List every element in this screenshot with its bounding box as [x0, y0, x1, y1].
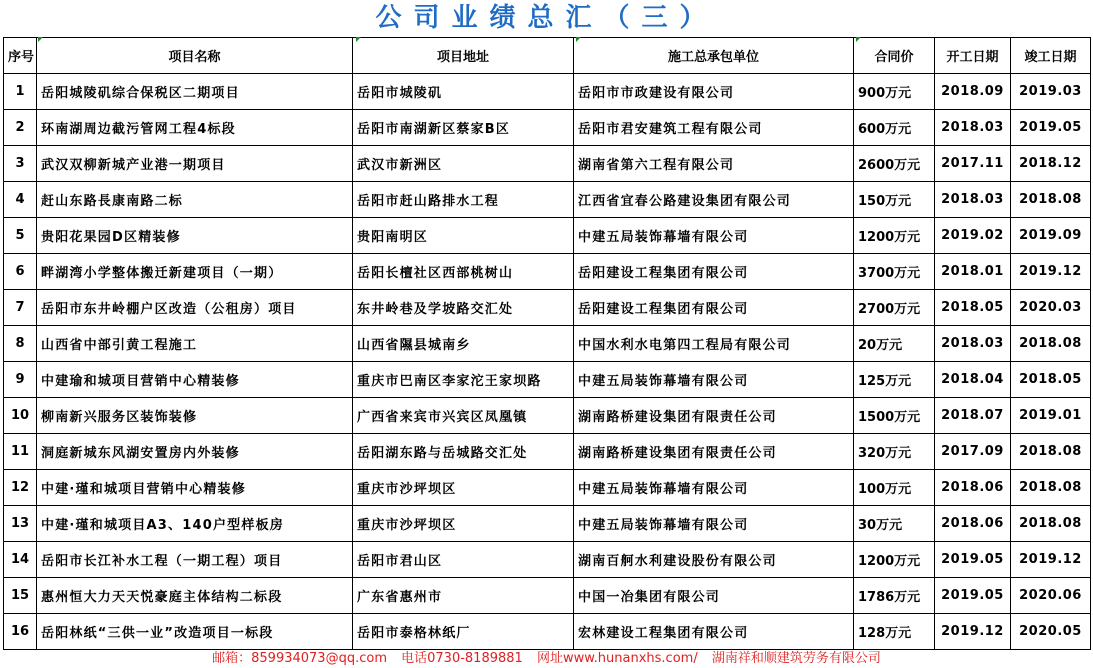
- cell-contractor: 中建五局装饰幕墙有限公司: [574, 506, 854, 542]
- cell-end-date: 2018.08: [1011, 182, 1091, 218]
- cell-end-date: 2020.05: [1011, 614, 1091, 650]
- cell-end-date: 2019.12: [1011, 254, 1091, 290]
- cell-project-name: 岳阳城陵矶综合保税区二期项目: [37, 74, 353, 110]
- cell-start-date: 2017.09: [935, 434, 1011, 470]
- cell-no: 13: [4, 506, 37, 542]
- cell-project-name: 岳阳市长江补水工程（一期工程）项目: [37, 542, 353, 578]
- cell-no: 15: [4, 578, 37, 614]
- cell-contractor: 湖南省第六工程有限公司: [574, 146, 854, 182]
- cell-project-name: 中建·瑾和城项目营销中心精装修: [37, 470, 353, 506]
- cell-project-name: 赶山东路長康南路二标: [37, 182, 353, 218]
- cell-no: 10: [4, 398, 37, 434]
- cell-start-date: 2018.03: [935, 326, 1011, 362]
- table-row: [4, 110, 1091, 146]
- cell-no: 3: [4, 146, 37, 182]
- footer-website: 网址www.hunanxhs.com/: [536, 651, 698, 666]
- cell-start-date: 2018.05: [935, 290, 1011, 326]
- cell-contract-price: 100万元: [854, 470, 935, 506]
- table-row: [4, 362, 1091, 398]
- header-project-address: 项目地址: [353, 38, 574, 74]
- cell-end-date: 2018.08: [1011, 506, 1091, 542]
- table-row: [4, 146, 1091, 182]
- cell-contractor: 岳阳建设工程集团有限公司: [574, 254, 854, 290]
- cell-project-address: 武汉市新洲区: [353, 146, 574, 182]
- header-contractor: 施工总承包单位: [574, 38, 854, 74]
- cell-end-date: 2020.06: [1011, 578, 1091, 614]
- cell-project-name: 武汉双柳新城产业港一期项目: [37, 146, 353, 182]
- cell-start-date: 2019.05: [935, 542, 1011, 578]
- cell-contractor: 中建五局装饰幕墙有限公司: [574, 218, 854, 254]
- cell-project-address: 广西省来宾市兴宾区凤凰镇: [353, 398, 574, 434]
- cell-start-date: 2019.05: [935, 578, 1011, 614]
- cell-contractor: 湖南百舸水利建设股份有限公司: [574, 542, 854, 578]
- cell-start-date: 2017.11: [935, 146, 1011, 182]
- cell-contract-price: 128万元: [854, 614, 935, 650]
- cell-start-date: 2018.06: [935, 506, 1011, 542]
- footer-phone: 电话0730-8189881: [401, 651, 523, 666]
- cell-contract-price: 1200万元: [854, 542, 935, 578]
- cell-project-name: 环南湖周边截污管网工程4标段: [37, 110, 353, 146]
- cell-project-name: 岳阳林纸“三供一业”改造项目一标段: [37, 614, 353, 650]
- table-row: [4, 470, 1091, 506]
- cell-project-name: 柳南新兴服务区装饰装修: [37, 398, 353, 434]
- cell-contractor: 湖南路桥建设集团有限责任公司: [574, 398, 854, 434]
- table-row: [4, 434, 1091, 470]
- header-no: 序号: [4, 38, 37, 74]
- cell-start-date: 2018.04: [935, 362, 1011, 398]
- table-row: [4, 506, 1091, 542]
- cell-start-date: 2018.01: [935, 254, 1011, 290]
- cell-contract-price: 2700万元: [854, 290, 935, 326]
- cell-end-date: 2019.01: [1011, 398, 1091, 434]
- performance-table: [3, 37, 1091, 650]
- cell-end-date: 2020.03: [1011, 290, 1091, 326]
- cell-no: 4: [4, 182, 37, 218]
- cell-project-address: 重庆市沙坪坝区: [353, 506, 574, 542]
- cell-project-address: 重庆市巴南区李家沱王家坝路: [353, 362, 574, 398]
- cell-contract-price: 1786万元: [854, 578, 935, 614]
- cell-project-address: 岳阳市南湖新区蔡家B区: [353, 110, 574, 146]
- cell-contractor: 中国一冶集团有限公司: [574, 578, 854, 614]
- cell-contractor: 中建五局装饰幕墙有限公司: [574, 470, 854, 506]
- cell-project-name: 中建瑜和城项目营销中心精装修: [37, 362, 353, 398]
- cell-project-address: 岳阳市君山区: [353, 542, 574, 578]
- cell-start-date: 2018.03: [935, 182, 1011, 218]
- cell-contractor: 中国水利水电第四工程局有限公司: [574, 326, 854, 362]
- table-header-row: [4, 38, 1091, 74]
- cell-no: 7: [4, 290, 37, 326]
- footer-email: 邮箱：859934073@qq.com: [212, 651, 387, 666]
- table-row: [4, 578, 1091, 614]
- cell-project-address: 重庆市沙坪坝区: [353, 470, 574, 506]
- cell-no: 2: [4, 110, 37, 146]
- cell-end-date: 2019.12: [1011, 542, 1091, 578]
- cell-no: 12: [4, 470, 37, 506]
- cell-contract-price: 150万元: [854, 182, 935, 218]
- table-row: [4, 74, 1091, 110]
- header-start-date: 开工日期: [935, 38, 1011, 74]
- cell-contract-price: 2600万元: [854, 146, 935, 182]
- cell-end-date: 2018.05: [1011, 362, 1091, 398]
- cell-contractor: 岳阳建设工程集团有限公司: [574, 290, 854, 326]
- cell-contractor: 湖南路桥建设集团有限责任公司: [574, 434, 854, 470]
- cell-project-address: 岳阳长檀社区西部桃树山: [353, 254, 574, 290]
- cell-contract-price: 900万元: [854, 74, 935, 110]
- table-row: [4, 326, 1091, 362]
- cell-no: 14: [4, 542, 37, 578]
- cell-project-address: 岳阳市赶山路排水工程: [353, 182, 574, 218]
- cell-no: 5: [4, 218, 37, 254]
- cell-end-date: 2019.03: [1011, 74, 1091, 110]
- cell-project-address: 东井岭巷及学坡路交汇处: [353, 290, 574, 326]
- cell-project-address: 岳阳市泰格林纸厂: [353, 614, 574, 650]
- table-row: [4, 290, 1091, 326]
- cell-start-date: 2019.12: [935, 614, 1011, 650]
- cell-project-name: 洞庭新城东风湖安置房内外装修: [37, 434, 353, 470]
- cell-contract-price: 3700万元: [854, 254, 935, 290]
- cell-project-address: 山西省隰县城南乡: [353, 326, 574, 362]
- table-row: [4, 398, 1091, 434]
- cell-contract-price: 1500万元: [854, 398, 935, 434]
- cell-project-address: 广东省惠州市: [353, 578, 574, 614]
- cell-contract-price: 125万元: [854, 362, 935, 398]
- cell-project-address: 贵阳南明区: [353, 218, 574, 254]
- cell-end-date: 2019.05: [1011, 110, 1091, 146]
- cell-contract-price: 30万元: [854, 506, 935, 542]
- cell-end-date: 2018.08: [1011, 434, 1091, 470]
- cell-project-name: 山西省中部引黄工程施工: [37, 326, 353, 362]
- cell-marker: [576, 37, 581, 42]
- header-contract-price: 合同价: [854, 38, 935, 74]
- cell-no: 11: [4, 434, 37, 470]
- cell-contract-price: 20万元: [854, 326, 935, 362]
- cell-end-date: 2018.08: [1011, 470, 1091, 506]
- page-title: 公司业绩总汇（三）: [375, 3, 718, 33]
- table-row: [4, 182, 1091, 218]
- cell-marker: [356, 37, 361, 42]
- cell-project-address: 岳阳市城陵矶: [353, 74, 574, 110]
- cell-contract-price: 320万元: [854, 434, 935, 470]
- cell-contractor: 岳阳市君安建筑工程有限公司: [574, 110, 854, 146]
- cell-start-date: 2019.02: [935, 218, 1011, 254]
- table-row: [4, 254, 1091, 290]
- cell-marker: [856, 37, 861, 42]
- table-row: [4, 542, 1091, 578]
- cell-end-date: 2019.09: [1011, 218, 1091, 254]
- cell-start-date: 2018.03: [935, 110, 1011, 146]
- header-end-date: 竣工日期: [1011, 38, 1091, 74]
- cell-project-name: 畔湖湾小学整体搬迁新建项目（一期）: [37, 254, 353, 290]
- table-row: [4, 614, 1091, 650]
- footer-company: 湖南祥和顺建筑劳务有限公司: [711, 651, 881, 666]
- cell-end-date: 2018.12: [1011, 146, 1091, 182]
- cell-no: 6: [4, 254, 37, 290]
- footer-contact: [0, 650, 1093, 668]
- cell-start-date: 2018.07: [935, 398, 1011, 434]
- cell-project-name: 惠州恒大力天天悦豪庭主体结构二标段: [37, 578, 353, 614]
- cell-no: 16: [4, 614, 37, 650]
- table-row: [4, 218, 1091, 254]
- cell-contract-price: 600万元: [854, 110, 935, 146]
- cell-end-date: 2018.08: [1011, 326, 1091, 362]
- cell-project-address: 岳阳湖东路与岳城路交汇处: [353, 434, 574, 470]
- cell-contractor: 中建五局装饰幕墙有限公司: [574, 362, 854, 398]
- cell-no: 8: [4, 326, 37, 362]
- cell-marker: [38, 37, 43, 42]
- cell-no: 1: [4, 74, 37, 110]
- cell-start-date: 2018.06: [935, 470, 1011, 506]
- cell-project-name: 贵阳花果园D区精装修: [37, 218, 353, 254]
- cell-contractor: 江西省宜春公路建设集团有限公司: [574, 182, 854, 218]
- header-project-name: 项目名称: [37, 38, 353, 74]
- cell-no: 9: [4, 362, 37, 398]
- cell-project-name: 岳阳市东井岭棚户区改造（公租房）项目: [37, 290, 353, 326]
- cell-start-date: 2018.09: [935, 74, 1011, 110]
- cell-project-name: 中建·瑾和城项目A3、140户型样板房: [37, 506, 353, 542]
- cell-contractor: 岳阳市市政建设有限公司: [574, 74, 854, 110]
- cell-contractor: 宏林建设工程集团有限公司: [574, 614, 854, 650]
- cell-contract-price: 1200万元: [854, 218, 935, 254]
